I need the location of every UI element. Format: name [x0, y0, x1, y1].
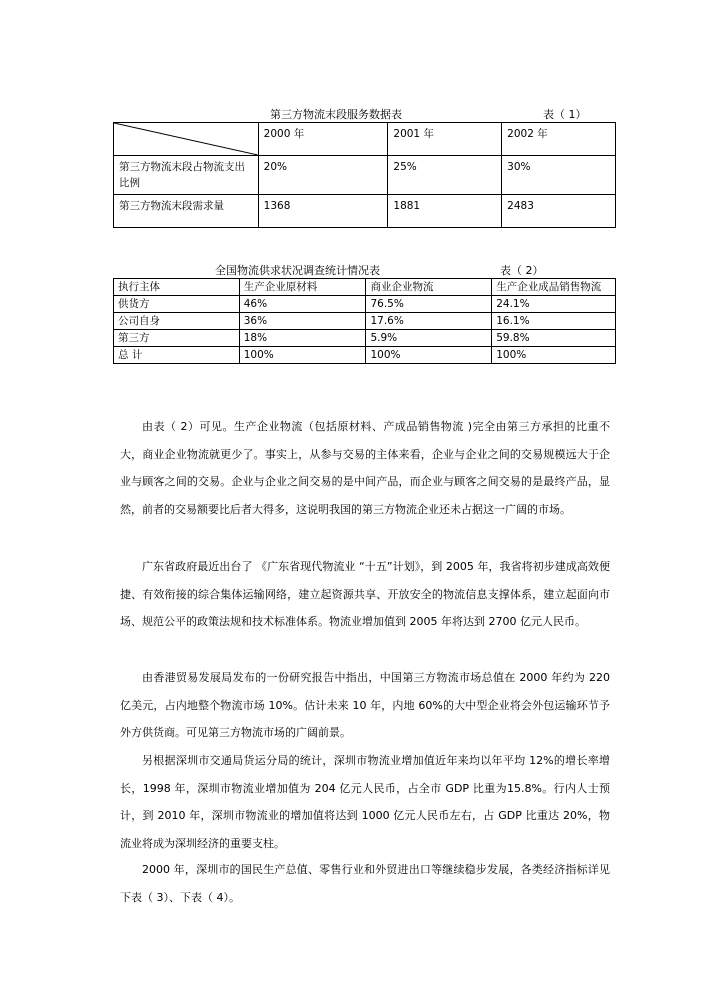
column-header: 执行主体: [114, 279, 240, 296]
paragraph: [120, 413, 610, 523]
table-cell: 76.5%: [366, 296, 492, 313]
table-row: [114, 347, 616, 364]
table-cell: 100%: [239, 347, 366, 364]
row-label: 总 计: [114, 347, 240, 364]
paragraph: [120, 747, 610, 857]
paragraph-text: 2000 年，深圳市的国民生产总值、零售行业和外贸进出口等继续稳步发展，各类经济指标详见下表（ 3）、下表（ 4）。: [120, 863, 610, 904]
row-label: 公司自身: [114, 313, 240, 330]
table-cell: 1881: [388, 195, 502, 228]
column-header: 商业企业物流: [366, 279, 492, 296]
table-cell: 46%: [239, 296, 366, 313]
paragraph-text: 由表（ 2）可见。生产企业物流（包括原材料、产成品销售物流 )完全由第三方承担的比重不大，商业企业物流就更少了。事实上，从参与交易的主体来看，企业与企业之间的交易规模远大于企业与顾客之间的交易。企业与企业之间交易的是中间产品，而企业与顾客之间交易的是最终产品，显然，前者的交易额要比后者大得多，这说明我国的第三方物流企业还未占据这一广阔的市场。: [120, 420, 610, 516]
table1-corner-cell: [114, 123, 259, 156]
column-header: 生产企业原材料: [239, 279, 366, 296]
table-cell: 25%: [388, 156, 502, 195]
table-cell: 5.9%: [366, 330, 492, 347]
table1-label: 表（ 1）: [543, 108, 587, 121]
table1-year: 2001 年: [388, 123, 502, 156]
table2: [113, 278, 616, 364]
table-cell: 17.6%: [366, 313, 492, 330]
table-cell: 24.1%: [492, 296, 616, 313]
column-header: 生产企业成品销售物流: [492, 279, 616, 296]
paragraph-text: 由香港贸易发展局发布的一份研究报告中指出，中国第三方物流市场总值在 2000 年约为 220 亿美元，占内地整个物流市场 10%。估计未来 10 年，内地 60%的大中型企业将会外包运输环节予外方供货商。可见第三方物流市场的广阔前景。: [120, 671, 610, 739]
table-cell: 18%: [239, 330, 366, 347]
table-row: [114, 156, 616, 195]
table1: [113, 122, 616, 228]
paragraph-text: 另根据深圳市交通局货运分局的统计，深圳市物流业增加值近年来均以年平均 12%的增长率增长，1998 年，深圳市物流业增加值为 204 亿元人民币，占全市 GDP 比重为15.8%。行内人士预计，到 2010 年，深圳市物流业的增加值将达到 1000 亿元人民币左右，占 GDP 比重达 20%，物流业将成为深圳经济的重要支柱。: [120, 754, 610, 850]
table-row: [114, 296, 616, 313]
table-row: [114, 313, 616, 330]
row-label: 供货方: [114, 296, 240, 313]
table1-title: 第三方物流末段服务数据表: [270, 108, 402, 121]
table-cell: 59.8%: [492, 330, 616, 347]
row-label: 第三方: [114, 330, 240, 347]
table-row: [114, 330, 616, 347]
table-cell: 100%: [492, 347, 616, 364]
paragraph-text: 广东省政府最近出台了 《广东省现代物流业 “十五”计划》，到 2005 年，我省将初步建成高效便捷、有效衔接的综合集体运输网络，建立起资源共享、开放安全的物流信息支撑体系，建立起面向市场、规范公平的政策法规和技术标准体系。物流业增加值到 2005 年将达到 2700 亿元人民币。: [120, 560, 610, 628]
paragraph: [120, 664, 610, 747]
row-label: 第三方物流末段需求量: [114, 195, 259, 228]
table-cell: 2483: [502, 195, 616, 228]
table-cell: 16.1%: [492, 313, 616, 330]
table-cell: 100%: [366, 347, 492, 364]
paragraph: [120, 856, 610, 911]
table2-header-row: [114, 279, 616, 296]
row-label: 第三方物流末段占物流支出比例: [114, 156, 259, 195]
table-cell: 20%: [258, 156, 388, 195]
table-cell: 30%: [502, 156, 616, 195]
table-cell: 36%: [239, 313, 366, 330]
table-cell: 1368: [258, 195, 388, 228]
table2-label: 表（ 2）: [500, 264, 544, 277]
table1-year: 2000 年: [258, 123, 388, 156]
paragraph: [120, 553, 610, 636]
table1-year: 2002 年: [502, 123, 616, 156]
table1-header-row: [114, 123, 616, 156]
diagonal-line: [114, 123, 258, 155]
table-row: [114, 195, 616, 228]
table2-title: 全国物流供求状况调查统计情况表: [215, 264, 380, 277]
